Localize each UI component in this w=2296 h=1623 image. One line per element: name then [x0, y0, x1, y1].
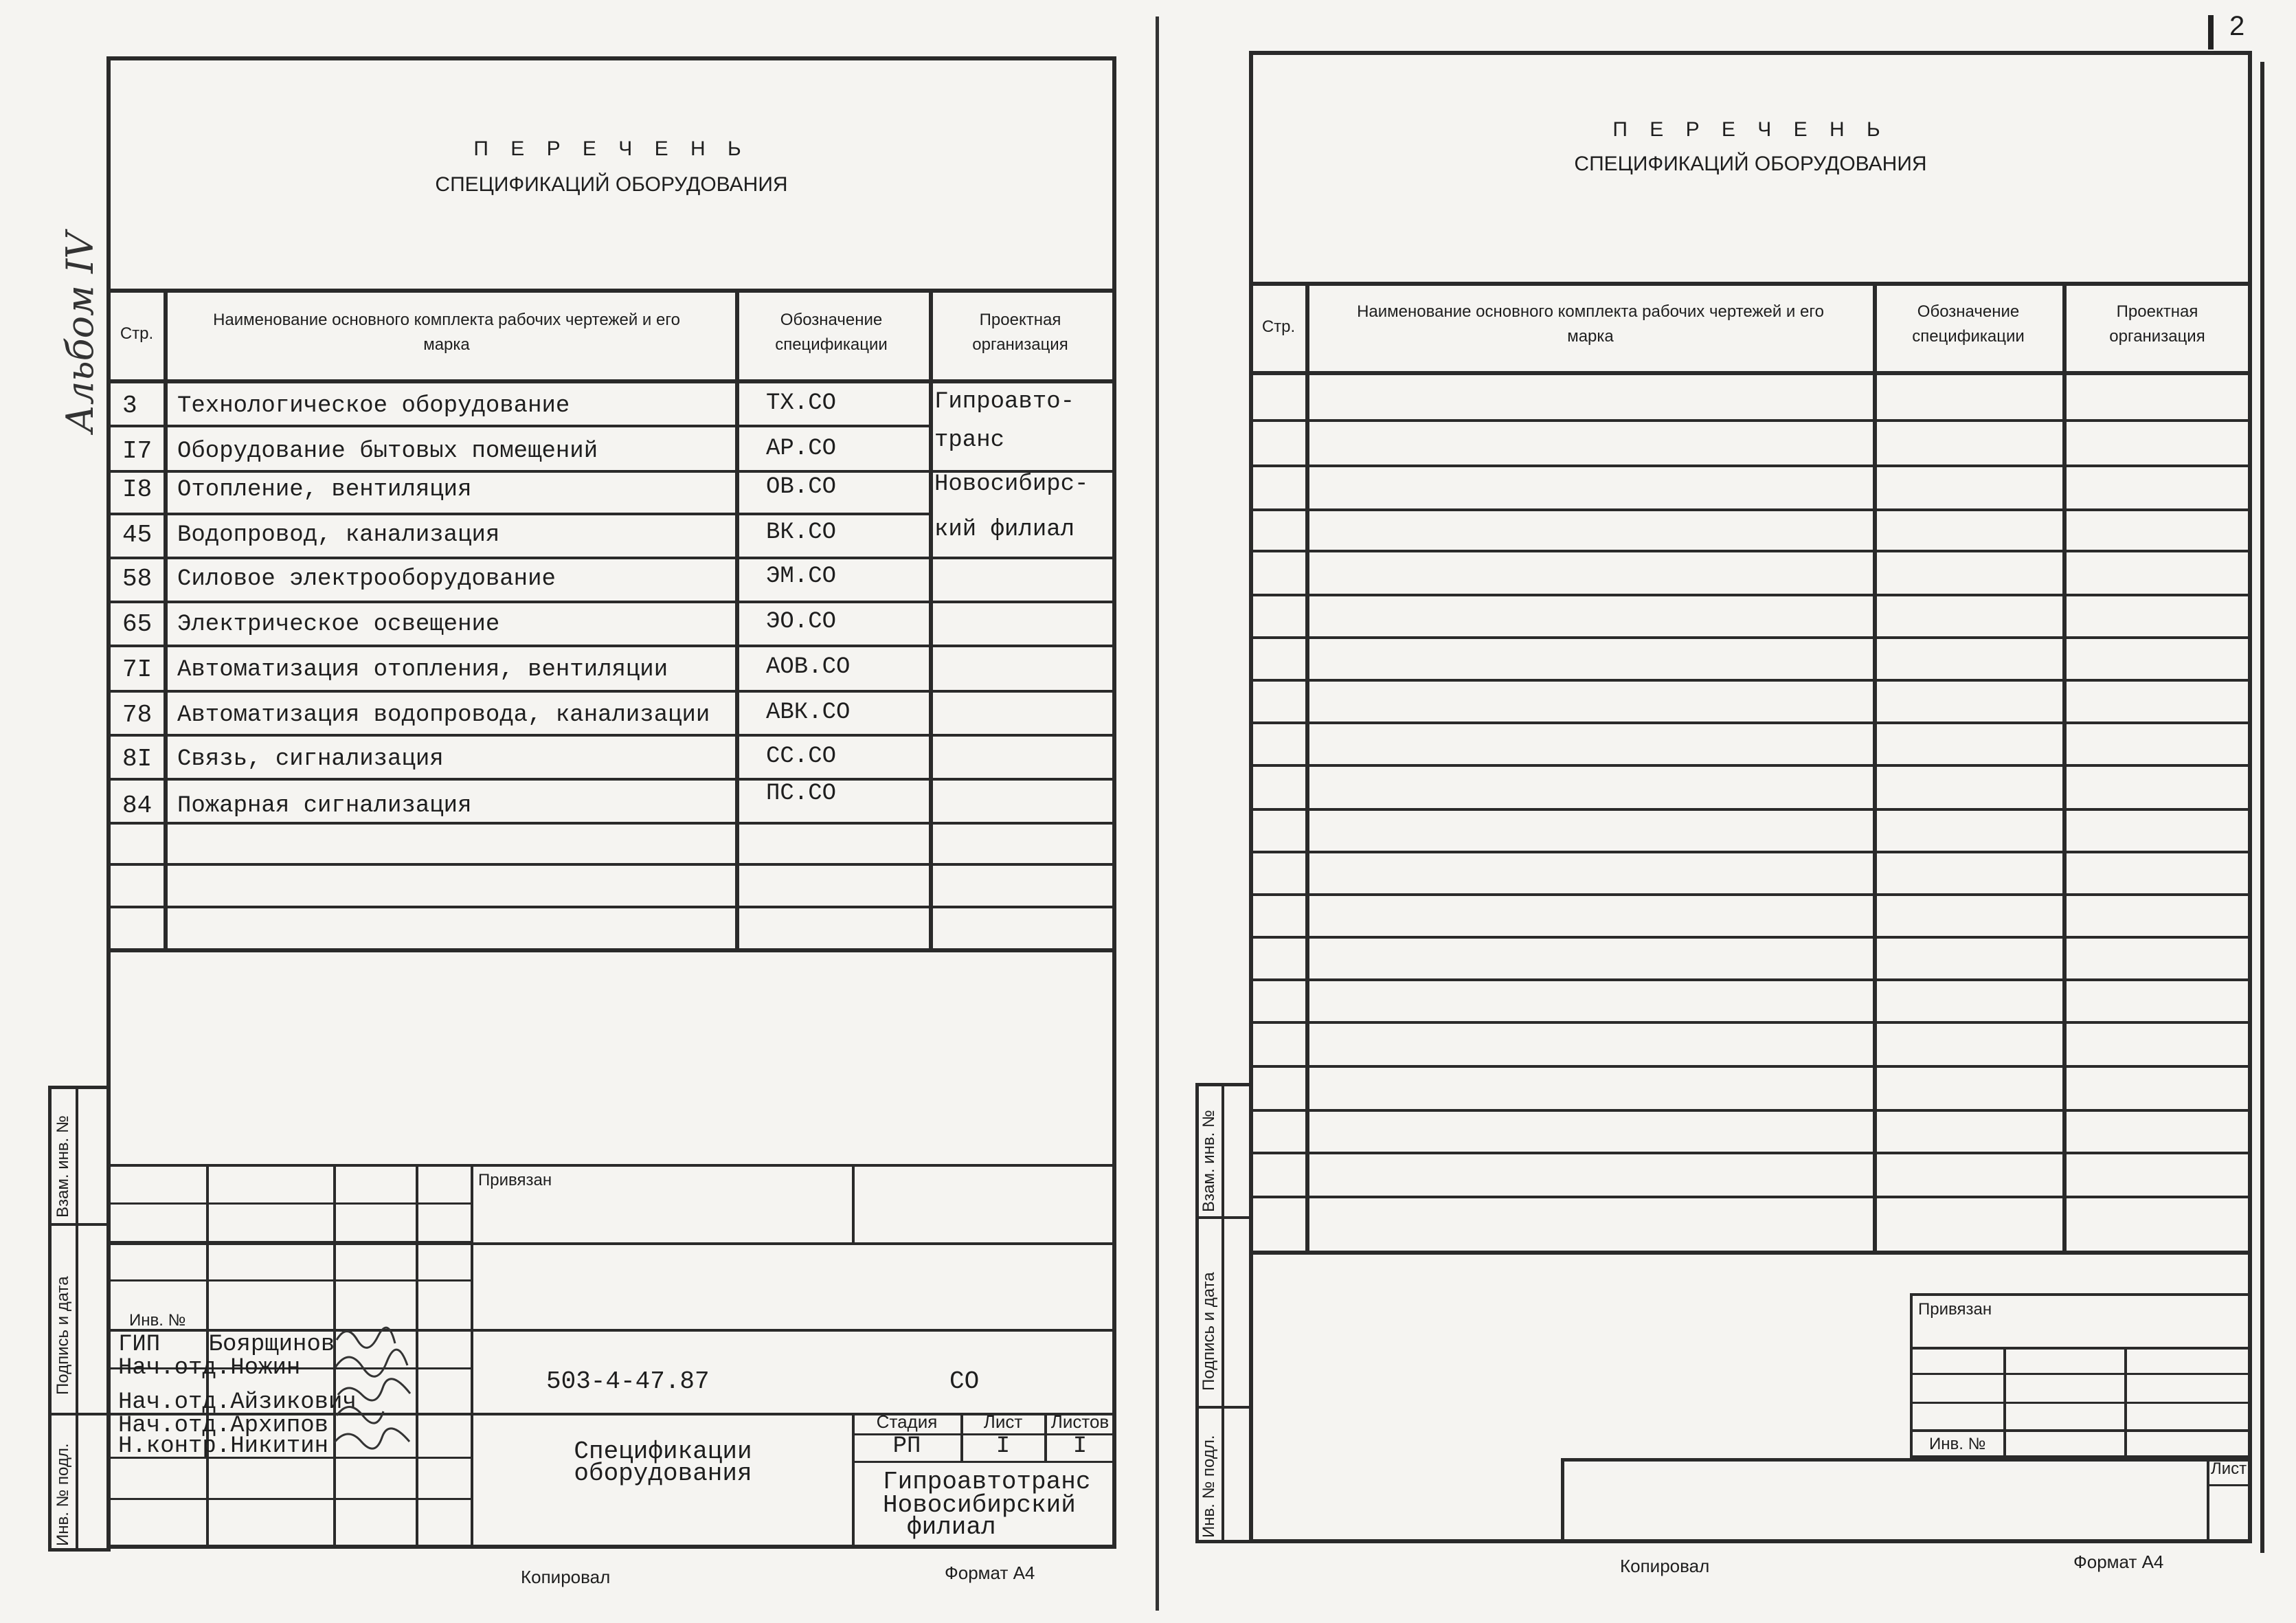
left-org-line-3: кий филиал: [934, 517, 1075, 543]
row-name: Автоматизация водопровода, канализации: [177, 702, 710, 728]
left-footer-format: Формат А4: [945, 1563, 1035, 1583]
row-name: Оборудование бытовых помещений: [177, 438, 598, 464]
row-code: АР.СО: [766, 436, 837, 462]
left-org-stamp-line-2: Новосибирский: [883, 1491, 1076, 1519]
row-name: Автоматизация отопления, вентиляции: [177, 657, 668, 683]
row-code: АВК.СО: [766, 699, 851, 726]
row-page: 45: [122, 521, 153, 549]
row-code: ТХ.СО: [766, 390, 837, 416]
right-header-org: Проектная организация: [2109, 302, 2205, 346]
left-inv-label: Инв. №: [129, 1311, 186, 1330]
left-org-stamp-line-3: филиал: [907, 1513, 996, 1541]
left-header-name: Наименование основного комплекта рабочих чертежей и его марка: [213, 311, 680, 354]
left-side-label-0: Взам. инв. №: [54, 1115, 72, 1218]
row-page: 8I: [122, 745, 153, 773]
row-page: I8: [122, 475, 153, 504]
right-header-name: Наименование основного комплекта рабочих чертежей и его марка: [1357, 302, 1824, 346]
right-header-page: Стр.: [1261, 317, 1296, 336]
row-code: ЭО.СО: [766, 609, 837, 635]
row-code: ВК.СО: [766, 519, 837, 546]
row-page: 7I: [122, 656, 153, 684]
right-footer-format: Формат А4: [2073, 1552, 2164, 1572]
left-title-line-2: оборудования: [574, 1459, 752, 1488]
left-signer-4: Н.контр.Никитин: [118, 1433, 329, 1459]
right-side-label-1: Подпись и дата: [1200, 1272, 1218, 1391]
left-org-line-2: Новосибирс-: [934, 471, 1089, 497]
right-sheet-label: Лист: [2211, 1459, 2247, 1478]
row-page: 65: [122, 610, 153, 638]
left-signer-2: Нач.отд.Айзикович: [118, 1389, 357, 1415]
left-stage-value: РП: [892, 1433, 921, 1459]
left-org-line-1: транс: [934, 427, 1005, 454]
row-page: 78: [122, 701, 153, 729]
left-doc-mark: СО: [949, 1367, 980, 1396]
left-sheets-value: I: [1072, 1433, 1088, 1459]
right-title: П Е Р Е Ч Е Н Ь: [1612, 118, 1889, 141]
row-name: Силовое электрооборудование: [177, 566, 556, 592]
row-name: Отопление, вентиляция: [177, 477, 472, 503]
left-margin-note: Альбом IV: [58, 232, 102, 433]
left-footer-copied: Копировал: [521, 1567, 611, 1587]
right-privyazan-label: Привязан: [1918, 1300, 1992, 1319]
left-org-stamp-line-1: Гипроавтотранс: [883, 1468, 1091, 1496]
left-signatures: [330, 1319, 426, 1457]
left-side-label-2: Инв. № подл.: [54, 1443, 72, 1546]
right-footer-copied: Копировал: [1620, 1556, 1710, 1576]
left-stage-label: Стадия: [876, 1411, 938, 1432]
row-name: Связь, сигнализация: [177, 746, 444, 772]
row-code: СС.СО: [766, 743, 837, 770]
row-code: ОВ.СО: [766, 474, 837, 500]
right-stamp-bottom: [1561, 1458, 2252, 1543]
right-page-number: 2: [2229, 11, 2245, 41]
row-name: Электрическое освещение: [177, 612, 500, 638]
row-name: Технологическое оборудование: [177, 393, 570, 419]
left-title: П Е Р Е Ч Е Н Ь: [473, 137, 750, 160]
row-page: 84: [122, 792, 153, 820]
left-sheets-label: Листов: [1050, 1411, 1110, 1432]
left-header-page: Стр.: [120, 324, 154, 343]
row-name: Водопровод, канализация: [177, 522, 500, 548]
left-doc-number: 503-4-47.87: [546, 1367, 710, 1396]
row-code: ПС.СО: [766, 781, 837, 807]
fold-line: [1156, 16, 1159, 1611]
left-org-line-0: Гипроавто-: [934, 389, 1075, 415]
left-side-label-1: Подпись и дата: [54, 1276, 72, 1395]
row-page: I7: [122, 437, 153, 465]
row-page: 3: [122, 392, 137, 420]
left-signer-0: ГИП Боярщинов: [118, 1332, 335, 1358]
row-code: АОВ.СО: [766, 654, 851, 680]
row-name: Пожарная сигнализация: [177, 793, 472, 819]
right-header-code: Обозначение спецификации: [1912, 302, 2025, 346]
left-sheet-value: I: [995, 1433, 1011, 1459]
right-side-label-0: Взам. инв. №: [1200, 1110, 1218, 1212]
right-side-label-2: Инв. № подл.: [1200, 1435, 1218, 1538]
left-sheet-label: Лист: [983, 1411, 1023, 1432]
left-subtitle: СПЕЦИФИКАЦИЙ ОБОРУДОВАНИЯ: [435, 173, 788, 196]
left-privyazan-label: Привязан: [478, 1171, 552, 1189]
left-header-code: Обозначение спецификации: [775, 311, 888, 354]
right-subtitle: СПЕЦИФИКАЦИЙ ОБОРУДОВАНИЯ: [1574, 153, 1927, 175]
right-inv-label: Инв. №: [1929, 1435, 1986, 1453]
left-signer-3: Нач.отд.Архипов: [118, 1413, 329, 1439]
left-title-line-1: Спецификации: [574, 1437, 752, 1466]
row-page: 58: [122, 565, 153, 593]
left-signer-1: Нач.отд.Ножин: [118, 1355, 301, 1381]
row-code: ЭМ.СО: [766, 563, 837, 590]
left-header-org: Проектная организация: [972, 311, 1068, 354]
